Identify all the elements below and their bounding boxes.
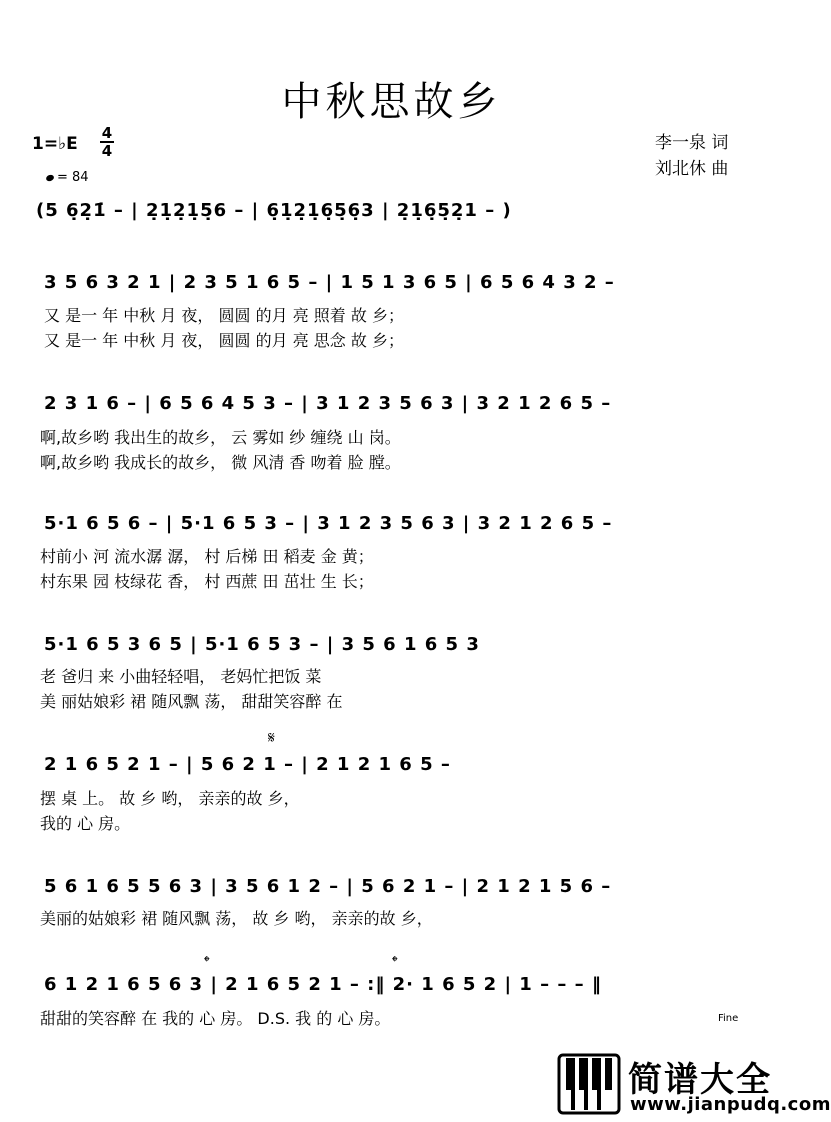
score-row-3: 2 3 1 6 – | 6 5 6 4 5 3 – | 3 1 2 3 5 6 3 | 3 2 1 2 6 5 – [44,393,612,414]
logo-url: www.jianpudq.com [630,1094,831,1115]
segno-icon: 𝄋 [268,728,275,747]
key-signature: 1=♭E [32,134,78,154]
tempo-value: = 84 [57,170,89,185]
site-logo [558,1052,831,1117]
coda-icon-1: 𝄌 [204,952,210,971]
lyric-row-8-verse-1: 甜甜的笑容醉 在 我的 心 房。 D.S. 我 的 心 房。 [40,1009,391,1028]
time-signature [100,126,114,158]
composer-credit: 刘北休 曲 [655,159,729,179]
score-row-2: 3 5 6 3 2 1 | 2 3 5 1 6 5 – | 1 5 1 3 6 5 | 6 5 6 4 3 2 – [44,272,615,293]
coda-icon-2: 𝄌 [392,952,398,971]
score-row-8: 6 1 2 1 6 5 6 3 | 2 1 6 5 2 1 – :‖ 2· 1 6 5 2 | 1 – – – ‖ [44,974,602,995]
lyric-row-6-verse-1: 摆 桌 上。 故 乡 哟， 亲亲的故 乡， [40,789,300,808]
lyric-row-2-verse-2: 又 是一 年 中秋 月 夜， 圆圆 的月 亮 思念 故 乡； [44,331,404,350]
lyric-row-5-verse-2: 美 丽姑娘彩 裙 随风飘 荡， 甜甜笑容醉 在 [40,692,343,711]
lyric-row-4-verse-1: 村前小 河 流水潺 潺， 村 后梯 田 稻麦 金 黄； [40,547,374,566]
score-row-6: 2 1 6 5 2 1 – | 5 6 2 1 – | 2 1 2 1 6 5 – [44,754,451,775]
lyric-row-7-verse-1: 美丽的姑娘彩 裙 随风飘 荡， 故 乡 哟， 亲亲的故 乡， [40,909,433,928]
lyric-row-6-verse-2: 我的 心 房。 [40,814,131,833]
time-signature-bottom: 4 [101,142,113,160]
score-row-4: 5·1 6 5 6 – | 5·1 6 5 3 – | 3 1 2 3 5 6 3 | 3 2 1 2 6 5 – [44,513,613,534]
lyric-row-3-verse-2: 啊,故乡哟 我成长的故乡， 微 风清 香 吻着 脸 膛。 [40,453,401,472]
lyricist-credit: 李一泉 词 [655,133,729,153]
time-signature-top: 4 [101,124,113,142]
fine-marking: Fine [718,1013,739,1024]
quarter-note-icon [45,174,55,182]
lyric-row-2-verse-1: 又 是一 年 中秋 月 夜， 圆圆 的月 亮 照着 故 乡； [44,306,404,325]
lyric-row-4-verse-2: 村东果 园 枝绿花 香， 村 西蔗 田 茁壮 生 长； [40,572,374,591]
song-title: 中秋思故乡 [281,79,502,125]
lyric-row-3-verse-1: 啊,故乡哟 我出生的故乡， 云 雾如 纱 缠绕 山 岗。 [40,428,401,447]
score-row-1: (5 6̣2̣1̇ – | 2̣1̣2̣1̣5̣6 – | 6̣1̣2̣1̣6̣5̣6̣3 | 2̣1̣6̣5̣2̣1 – ) [36,200,512,221]
score-row-5: 5·1 6 5 3 6 5 | 5·1 6 5 3 – | 3 5 6 1 6 5 3 [44,634,480,655]
tempo-marking [46,170,89,185]
lyric-row-5-verse-1: 老 爸归 来 小曲轻轻唱， 老妈忙把饭 菜 [40,667,322,686]
logo-text: 简谱大全 [628,1060,772,1100]
score-row-7: 5 6 1 6 5 5 6 3 | 3 5 6 1 2 – | 5 6 2 1 – | 2 1 2 1 5 6 – [44,876,612,897]
piano-keys-icon [558,1054,620,1114]
